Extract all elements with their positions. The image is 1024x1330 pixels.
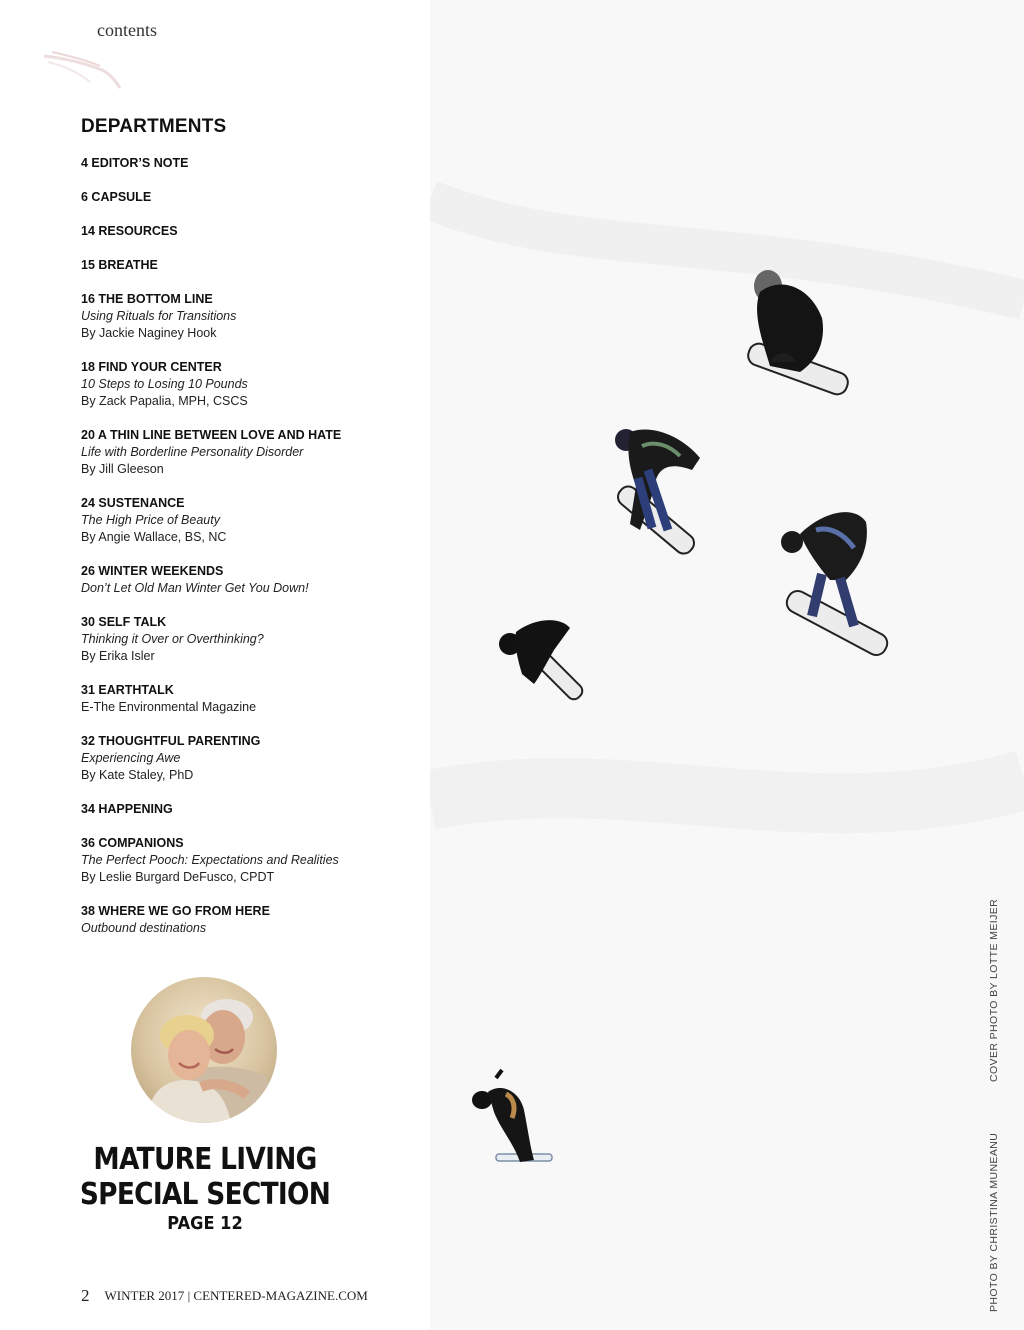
- toc-entry: [81, 801, 421, 818]
- toc-entry-title: 14 RESOURCES: [81, 224, 178, 238]
- toc-entry-title: 38 WHERE WE GO FROM HERE: [81, 904, 270, 918]
- toc-list: [81, 155, 421, 954]
- snowboarders-cover-photo: [430, 0, 1024, 1330]
- toc-entry: [81, 903, 421, 937]
- toc-entry-byline: By Angie Wallace, BS, NC: [81, 530, 227, 544]
- toc-entry-title: 4 EDITOR’S NOTE: [81, 156, 189, 170]
- cover-photo-credit: COVER PHOTO BY LOTTE MEIJER: [988, 898, 1000, 1082]
- toc-entry-subtitle: 10 Steps to Losing 10 Pounds: [81, 377, 248, 391]
- toc-entry: [81, 563, 421, 597]
- toc-entry-subtitle: Don’t Let Old Man Winter Get You Down!: [81, 581, 309, 595]
- toc-entry: [81, 682, 421, 716]
- toc-entry-byline: E-The Environmental Magazine: [81, 700, 257, 714]
- toc-entry-subtitle: Using Rituals for Transitions: [81, 309, 237, 323]
- toc-entry-title: 15 BREATHE: [81, 258, 158, 272]
- toc-entry-byline: By Zack Papalia, MPH, CSCS: [81, 394, 248, 408]
- toc-entry-byline: By Erika Isler: [81, 649, 155, 663]
- toc-entry: [81, 835, 421, 886]
- toc-entry-title: 30 SELF TALK: [81, 615, 167, 629]
- toc-entry: [81, 223, 421, 240]
- photo-credit: PHOTO BY CHRISTINA MUNEANU: [988, 1132, 1000, 1312]
- toc-entry-title: 26 WINTER WEEKENDS: [81, 564, 224, 578]
- toc-entry-byline: By Kate Staley, PhD: [81, 768, 194, 782]
- toc-entry-title: 20 A THIN LINE BETWEEN LOVE AND HATE: [81, 428, 342, 442]
- page-number: 2: [81, 1286, 90, 1305]
- toc-entry-title: 24 SUSTENANCE: [81, 496, 185, 510]
- promo-page: PAGE 12: [167, 1213, 243, 1234]
- toc-entry-subtitle: The Perfect Pooch: Expectations and Realities: [81, 853, 339, 867]
- toc-entry-title: 16 THE BOTTOM LINE: [81, 292, 213, 306]
- toc-entry-title: 34 HAPPENING: [81, 802, 173, 816]
- promo-line-2: SPECIAL SECTION: [79, 1177, 331, 1212]
- toc-entry-byline: By Leslie Burgard DeFusco, CPDT: [81, 870, 275, 884]
- toc-entry: [81, 733, 421, 784]
- toc-entry: [81, 257, 421, 274]
- toc-entry: [81, 614, 421, 665]
- contents-column: [0, 0, 430, 1330]
- toc-entry: [81, 359, 421, 410]
- toc-entry: [81, 155, 421, 172]
- toc-entry-title: 6 CAPSULE: [81, 190, 152, 204]
- toc-entry-subtitle: Thinking it Over or Overthinking?: [81, 632, 264, 646]
- mature-couple-photo: [131, 977, 277, 1123]
- page-footer: [81, 1286, 368, 1306]
- toc-entry-title: 31 EARTHTALK: [81, 683, 174, 697]
- toc-entry-title: 36 COMPANIONS: [81, 836, 184, 850]
- website-label: CENTERED-MAGAZINE.COM: [193, 1288, 368, 1303]
- toc-entry-subtitle: Life with Borderline Personality Disorder: [81, 445, 304, 459]
- promo-line-1: MATURE LIVING: [93, 1142, 317, 1177]
- toc-entry: [81, 495, 421, 546]
- section-label: contents: [97, 20, 157, 40]
- brush-stroke-decoration: [42, 48, 122, 98]
- toc-entry-title: 18 FIND YOUR CENTER: [81, 360, 222, 374]
- toc-entry-byline: By Jill Gleeson: [81, 462, 164, 476]
- footer-separator: |: [187, 1288, 191, 1303]
- toc-entry: [81, 427, 421, 478]
- mature-living-promo: [60, 1142, 350, 1235]
- toc-entry-subtitle: Experiencing Awe: [81, 751, 181, 765]
- issue-label: WINTER 2017: [104, 1288, 185, 1303]
- toc-entry-subtitle: Outbound destinations: [81, 921, 207, 935]
- toc-entry-title: 32 THOUGHTFUL PARENTING: [81, 734, 261, 748]
- toc-entry: [81, 189, 421, 206]
- departments-heading: DEPARTMENTS: [81, 116, 227, 137]
- toc-entry: [81, 291, 421, 342]
- toc-entry-byline: By Jackie Naginey Hook: [81, 326, 217, 340]
- toc-entry-subtitle: The High Price of Beauty: [81, 513, 220, 527]
